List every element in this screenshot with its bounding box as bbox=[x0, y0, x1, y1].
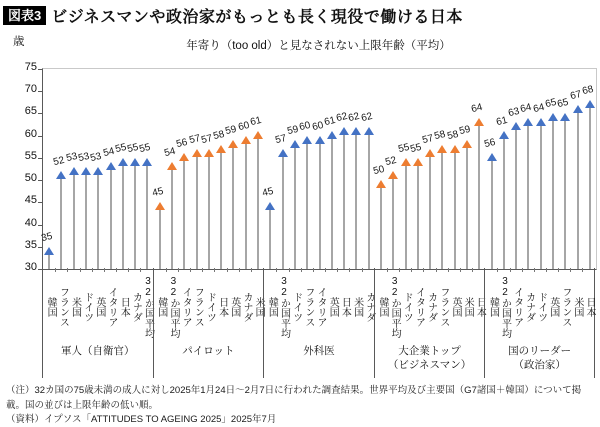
bar-stem bbox=[269, 208, 271, 269]
bar-value-label: 60 bbox=[236, 119, 251, 133]
group-name bbox=[154, 344, 264, 358]
country-label: 英国 bbox=[93, 296, 105, 317]
bar-stem bbox=[110, 168, 112, 269]
category-tick bbox=[497, 268, 498, 272]
bar-stem bbox=[343, 133, 345, 269]
category-tick bbox=[522, 268, 523, 272]
y-tick-label: 75 bbox=[24, 61, 37, 73]
country-label: イタリア bbox=[315, 286, 327, 327]
category-tick bbox=[227, 268, 228, 272]
bar-arrowhead bbox=[487, 153, 497, 161]
country-label: フランス bbox=[437, 286, 449, 327]
country-label: 英国 bbox=[547, 296, 559, 317]
country-label: 日本 bbox=[118, 296, 130, 317]
bar-arrowhead bbox=[523, 118, 533, 126]
country-label: フランス bbox=[559, 286, 571, 327]
country-label: ドイツ bbox=[204, 291, 216, 322]
bar-value-label: 58 bbox=[212, 128, 226, 142]
bar-arrowhead bbox=[462, 140, 472, 148]
country-label: 米国 bbox=[253, 296, 265, 317]
bar-value-label: 53 bbox=[89, 150, 103, 164]
bar-arrowhead bbox=[499, 131, 509, 139]
bar-value-label: 68 bbox=[580, 83, 595, 98]
country-label: カナダ bbox=[523, 291, 535, 322]
group-cell bbox=[42, 268, 153, 378]
bar-arrowhead bbox=[511, 122, 521, 130]
bar-arrowhead bbox=[437, 145, 447, 153]
bar-arrowhead bbox=[585, 100, 595, 108]
country-label: 英国 bbox=[228, 296, 240, 317]
country-label: カナダ bbox=[130, 291, 142, 322]
bar-arrowhead bbox=[351, 127, 361, 135]
country-label: 韓国 bbox=[45, 296, 57, 317]
bar-stem bbox=[441, 151, 443, 269]
category-tick bbox=[239, 268, 240, 272]
group-name bbox=[375, 344, 485, 372]
bar-value-label: 57 bbox=[421, 132, 435, 147]
y-tick-mark bbox=[38, 91, 42, 92]
bar-stem bbox=[515, 128, 517, 269]
category-tick bbox=[178, 268, 179, 272]
category-tick bbox=[116, 268, 117, 272]
bar-arrowhead bbox=[216, 145, 226, 153]
bar-arrowhead bbox=[81, 167, 91, 175]
bar-value-label: 64 bbox=[470, 101, 484, 116]
bar-arrowhead bbox=[241, 136, 251, 144]
category-tick bbox=[534, 268, 535, 272]
category-tick bbox=[546, 268, 547, 272]
bar-arrowhead bbox=[548, 113, 558, 121]
bar-stem bbox=[97, 173, 99, 269]
country-label: イタリア bbox=[180, 286, 192, 327]
bar-arrowhead bbox=[253, 131, 263, 139]
country-label: ドイツ bbox=[401, 291, 413, 322]
bar-value-label: 54 bbox=[163, 146, 177, 160]
category-tick bbox=[190, 268, 191, 272]
country-label: フランス bbox=[302, 286, 314, 327]
bar-stem bbox=[60, 177, 62, 269]
bar-arrowhead bbox=[364, 127, 374, 135]
bar-stem bbox=[429, 155, 431, 269]
bar-stem bbox=[466, 146, 468, 269]
bar-value-label: 56 bbox=[175, 137, 189, 151]
country-label: カナダ bbox=[240, 291, 252, 322]
country-label: フランス bbox=[192, 286, 204, 327]
bar-value-label: 60 bbox=[310, 119, 325, 133]
country-label: 日本 bbox=[339, 296, 351, 317]
bar-arrowhead bbox=[93, 167, 103, 175]
bar-arrowhead bbox=[573, 105, 583, 113]
bar-stem bbox=[73, 173, 75, 269]
country-label: 韓国 bbox=[266, 296, 278, 317]
bar-stem bbox=[245, 142, 247, 269]
category-tick bbox=[104, 268, 105, 272]
category-tick bbox=[472, 268, 473, 272]
y-tick-mark bbox=[38, 202, 42, 203]
country-label: 韓国 bbox=[376, 296, 388, 317]
country-label: イタリア bbox=[511, 286, 523, 327]
group-cell bbox=[153, 268, 264, 378]
category-tick bbox=[423, 268, 424, 272]
country-label-row bbox=[375, 268, 485, 342]
bar-stem bbox=[392, 177, 394, 269]
bar-stem bbox=[232, 146, 234, 269]
category-tick bbox=[214, 268, 215, 272]
category-tick bbox=[80, 268, 81, 272]
bar-arrowhead bbox=[327, 131, 337, 139]
y-axis-unit-label: 歳 bbox=[13, 36, 25, 48]
category-tick bbox=[570, 268, 571, 272]
country-label: 韓国 bbox=[155, 296, 167, 317]
figure-title: ビジネスマンや政治家がもっとも長く現役で働ける日本 bbox=[51, 9, 463, 26]
country-label: イタリア bbox=[413, 286, 425, 327]
y-tick-label: 30 bbox=[24, 261, 37, 273]
bar-arrowhead bbox=[388, 171, 398, 179]
bar-stem bbox=[491, 159, 493, 269]
bar-value-label: 65 bbox=[556, 97, 570, 111]
y-tick-label: 45 bbox=[24, 194, 37, 207]
plot-area bbox=[42, 68, 597, 270]
bar-value-label: 61 bbox=[249, 115, 263, 129]
bar-stem bbox=[183, 159, 185, 269]
bar-value-label: 45 bbox=[150, 186, 165, 200]
bar-value-label: 45 bbox=[261, 186, 275, 200]
country-label: イタリア bbox=[106, 286, 118, 327]
source-text: （資料）イプソス「ATTITUDES TO AGEING 2025」2025年7月 bbox=[6, 414, 277, 426]
category-tick bbox=[67, 268, 68, 272]
y-tick-label: 60 bbox=[24, 127, 37, 140]
bar-value-label: 58 bbox=[433, 128, 447, 142]
bar-arrowhead bbox=[315, 136, 325, 144]
category-tick bbox=[128, 268, 129, 272]
category-tick bbox=[337, 268, 338, 272]
bar-arrowhead bbox=[142, 158, 152, 166]
bar-stem bbox=[503, 137, 505, 269]
bar-value-label: 52 bbox=[52, 155, 67, 169]
group-name bbox=[43, 344, 153, 358]
country-label: 米国 bbox=[462, 296, 474, 317]
group-name-line: 外科医 bbox=[303, 345, 335, 357]
category-tick bbox=[399, 268, 400, 272]
category-tick bbox=[362, 268, 363, 272]
y-tick-mark bbox=[38, 69, 42, 70]
bar-value-label: 64 bbox=[519, 101, 534, 116]
bar-value-label: 67 bbox=[568, 88, 583, 102]
country-label: ドイツ bbox=[535, 291, 547, 322]
country-label: カナダ bbox=[425, 291, 437, 322]
bar-stem bbox=[527, 124, 529, 269]
y-tick-mark bbox=[38, 136, 42, 137]
group-name-line: 軍人（自衛官） bbox=[61, 345, 135, 357]
category-tick bbox=[289, 268, 290, 272]
bar-stem bbox=[380, 186, 382, 269]
bar-value-label: 55 bbox=[396, 141, 411, 156]
country-label: 日本 bbox=[216, 296, 228, 317]
bar-arrowhead bbox=[228, 140, 238, 148]
category-tick bbox=[582, 268, 583, 272]
y-tick-mark bbox=[38, 225, 42, 226]
category-tick bbox=[313, 268, 314, 272]
bar-stem bbox=[48, 253, 50, 269]
bar-value-label: 55 bbox=[114, 141, 128, 156]
bar-stem bbox=[417, 164, 419, 269]
bar-stem bbox=[319, 142, 321, 269]
bar-arrowhead bbox=[302, 136, 312, 144]
bar-arrowhead bbox=[265, 202, 275, 210]
bar-value-label: 65 bbox=[544, 97, 558, 111]
bar-arrowhead bbox=[44, 247, 54, 255]
bar-arrowhead bbox=[290, 140, 300, 148]
bar-arrowhead bbox=[179, 153, 189, 161]
group-name bbox=[264, 344, 374, 358]
category-tick bbox=[436, 268, 437, 272]
bar-arrowhead bbox=[106, 162, 116, 170]
y-tick-mark bbox=[38, 247, 42, 248]
bar-stem bbox=[454, 151, 456, 269]
group-name-line: （政治家） bbox=[513, 359, 566, 372]
bar-stem bbox=[171, 168, 173, 269]
category-tick bbox=[349, 268, 350, 272]
bar-value-label: 62 bbox=[335, 110, 349, 124]
country-label-row bbox=[154, 268, 264, 342]
country-label: 英国 bbox=[327, 296, 339, 317]
country-label: 32か国平均 bbox=[389, 275, 401, 338]
bar-arrowhead bbox=[401, 158, 411, 166]
y-tick-label: 50 bbox=[24, 172, 37, 185]
figure-header bbox=[3, 4, 463, 27]
y-tick-label: 55 bbox=[24, 149, 37, 162]
bar-value-label: 61 bbox=[494, 115, 509, 129]
category-tick bbox=[510, 268, 511, 272]
bar-value-label: 52 bbox=[384, 155, 398, 169]
group-cell bbox=[484, 268, 595, 378]
bar-value-label: 53 bbox=[64, 150, 79, 164]
bar-value-label: 62 bbox=[359, 110, 374, 124]
bar-value-label: 59 bbox=[458, 123, 472, 138]
category-tick bbox=[140, 268, 141, 272]
bar-value-label: 53 bbox=[77, 150, 91, 164]
bar-value-label: 35 bbox=[40, 230, 54, 244]
bar-arrowhead bbox=[425, 149, 435, 157]
bar-value-label: 62 bbox=[347, 110, 361, 124]
country-label: 米国 bbox=[571, 296, 583, 317]
category-tick bbox=[55, 268, 56, 272]
group-name-line: （ビジネスマン） bbox=[387, 359, 472, 372]
bar-value-label: 58 bbox=[445, 128, 460, 142]
bar-stem bbox=[134, 164, 136, 269]
bar-stem bbox=[122, 164, 124, 269]
group-name-line: 国のリーダー bbox=[508, 345, 572, 357]
category-tick bbox=[92, 268, 93, 272]
bar-value-label: 61 bbox=[322, 115, 337, 129]
bar-arrowhead bbox=[278, 149, 288, 157]
country-label: ドイツ bbox=[290, 291, 302, 322]
group-name-line: 大企業トップ bbox=[398, 345, 461, 357]
country-label: 韓国 bbox=[487, 296, 499, 317]
bar-arrowhead bbox=[413, 158, 423, 166]
y-tick-label: 40 bbox=[24, 216, 37, 229]
bar-stem bbox=[577, 111, 579, 269]
bar-arrowhead bbox=[118, 158, 128, 166]
bar-arrowhead bbox=[155, 202, 165, 210]
bar-stem bbox=[208, 155, 210, 269]
bar-arrowhead bbox=[69, 167, 79, 175]
bar-arrowhead bbox=[130, 158, 140, 166]
bar-stem bbox=[355, 133, 357, 269]
country-label: 米国 bbox=[69, 296, 81, 317]
category-tick bbox=[166, 268, 167, 272]
bar-value-label: 57 bbox=[187, 132, 202, 147]
footnotes bbox=[6, 384, 596, 427]
bar-value-label: 59 bbox=[286, 123, 300, 138]
bar-value-label: 54 bbox=[101, 146, 116, 160]
bar-arrowhead bbox=[339, 127, 349, 135]
bar-arrowhead bbox=[376, 180, 386, 188]
category-tick bbox=[301, 268, 302, 272]
y-tick-label: 35 bbox=[24, 238, 37, 251]
x-axis-area bbox=[42, 268, 595, 380]
bar-stem bbox=[294, 146, 296, 269]
category-tick bbox=[460, 268, 461, 272]
country-label-row bbox=[264, 268, 374, 342]
bar-stem bbox=[282, 155, 284, 269]
group-name bbox=[485, 344, 594, 372]
category-tick bbox=[387, 268, 388, 272]
country-label-row bbox=[43, 268, 153, 342]
bar-value-label: 50 bbox=[372, 163, 386, 178]
group-name-line: パイロット bbox=[182, 345, 235, 357]
bar-arrowhead bbox=[56, 171, 66, 179]
category-tick bbox=[411, 268, 412, 272]
category-tick bbox=[251, 268, 252, 272]
country-label-row bbox=[485, 268, 594, 342]
bar-value-label: 64 bbox=[531, 101, 546, 116]
group-cell bbox=[263, 268, 374, 378]
country-label: 32か国平均 bbox=[142, 275, 154, 338]
country-label: フランス bbox=[57, 286, 69, 327]
bar-arrowhead bbox=[192, 149, 202, 157]
bar-arrowhead bbox=[204, 149, 214, 157]
bar-arrowhead bbox=[167, 162, 177, 170]
bar-stem bbox=[589, 106, 591, 269]
category-tick bbox=[448, 268, 449, 272]
bar-value-label: 57 bbox=[200, 132, 214, 147]
note-text: （注）32カ国の75歳未満の成人に対し2025年1月24日〜2月7日に行われた調査結果。世界平均及び主要国（G7諸国＋韓国）について掲載。国の並びは上限年齢の低い順。 bbox=[6, 385, 582, 411]
category-tick bbox=[202, 268, 203, 272]
bar-stem bbox=[146, 164, 148, 269]
bar-value-label: 55 bbox=[126, 141, 140, 156]
bar-stem bbox=[159, 208, 161, 269]
bar-stem bbox=[552, 119, 554, 269]
bar-value-label: 55 bbox=[408, 141, 423, 156]
bar-value-label: 57 bbox=[273, 132, 288, 147]
country-label: 32か国平均 bbox=[167, 275, 179, 338]
country-label: 米国 bbox=[351, 296, 363, 317]
chart-subtitle: 年寄り（too old）と見なされない上限年齢（平均） bbox=[186, 40, 451, 52]
bar-stem bbox=[196, 155, 198, 269]
bar-arrowhead bbox=[536, 118, 546, 126]
country-label: 日本 bbox=[474, 296, 486, 317]
country-label: 日本 bbox=[583, 296, 595, 317]
bar-arrowhead bbox=[450, 145, 460, 153]
country-label: 32か国平均 bbox=[499, 275, 511, 338]
y-tick-mark bbox=[38, 158, 42, 159]
y-tick-mark bbox=[38, 180, 42, 181]
bar-value-label: 63 bbox=[507, 106, 521, 120]
bar-stem bbox=[257, 137, 259, 269]
bar-arrowhead bbox=[560, 113, 570, 121]
bar-stem bbox=[220, 151, 222, 269]
bar-value-label: 56 bbox=[482, 137, 497, 151]
bar-stem bbox=[564, 119, 566, 269]
bar-value-label: 55 bbox=[138, 141, 153, 156]
bar-stem bbox=[368, 133, 370, 269]
group-cell bbox=[374, 268, 485, 378]
category-tick bbox=[558, 268, 559, 272]
figure-number-badge: 図表3 bbox=[3, 6, 46, 26]
country-label: ドイツ bbox=[81, 291, 93, 322]
country-label: 英国 bbox=[449, 296, 461, 317]
country-label: 32か国平均 bbox=[278, 275, 290, 338]
bar-stem bbox=[85, 173, 87, 269]
bar-stem bbox=[331, 137, 333, 269]
bar-value-label: 59 bbox=[224, 123, 239, 138]
y-tick-label: 65 bbox=[24, 105, 37, 118]
bar-stem bbox=[405, 164, 407, 269]
bar-stem bbox=[540, 124, 542, 269]
bar-stem bbox=[306, 142, 308, 269]
country-label: カナダ bbox=[363, 291, 375, 322]
y-tick-mark bbox=[38, 113, 42, 114]
y-tick-label: 70 bbox=[24, 83, 37, 96]
bar-value-label: 60 bbox=[298, 119, 312, 133]
category-tick bbox=[325, 268, 326, 272]
category-tick bbox=[276, 268, 277, 272]
